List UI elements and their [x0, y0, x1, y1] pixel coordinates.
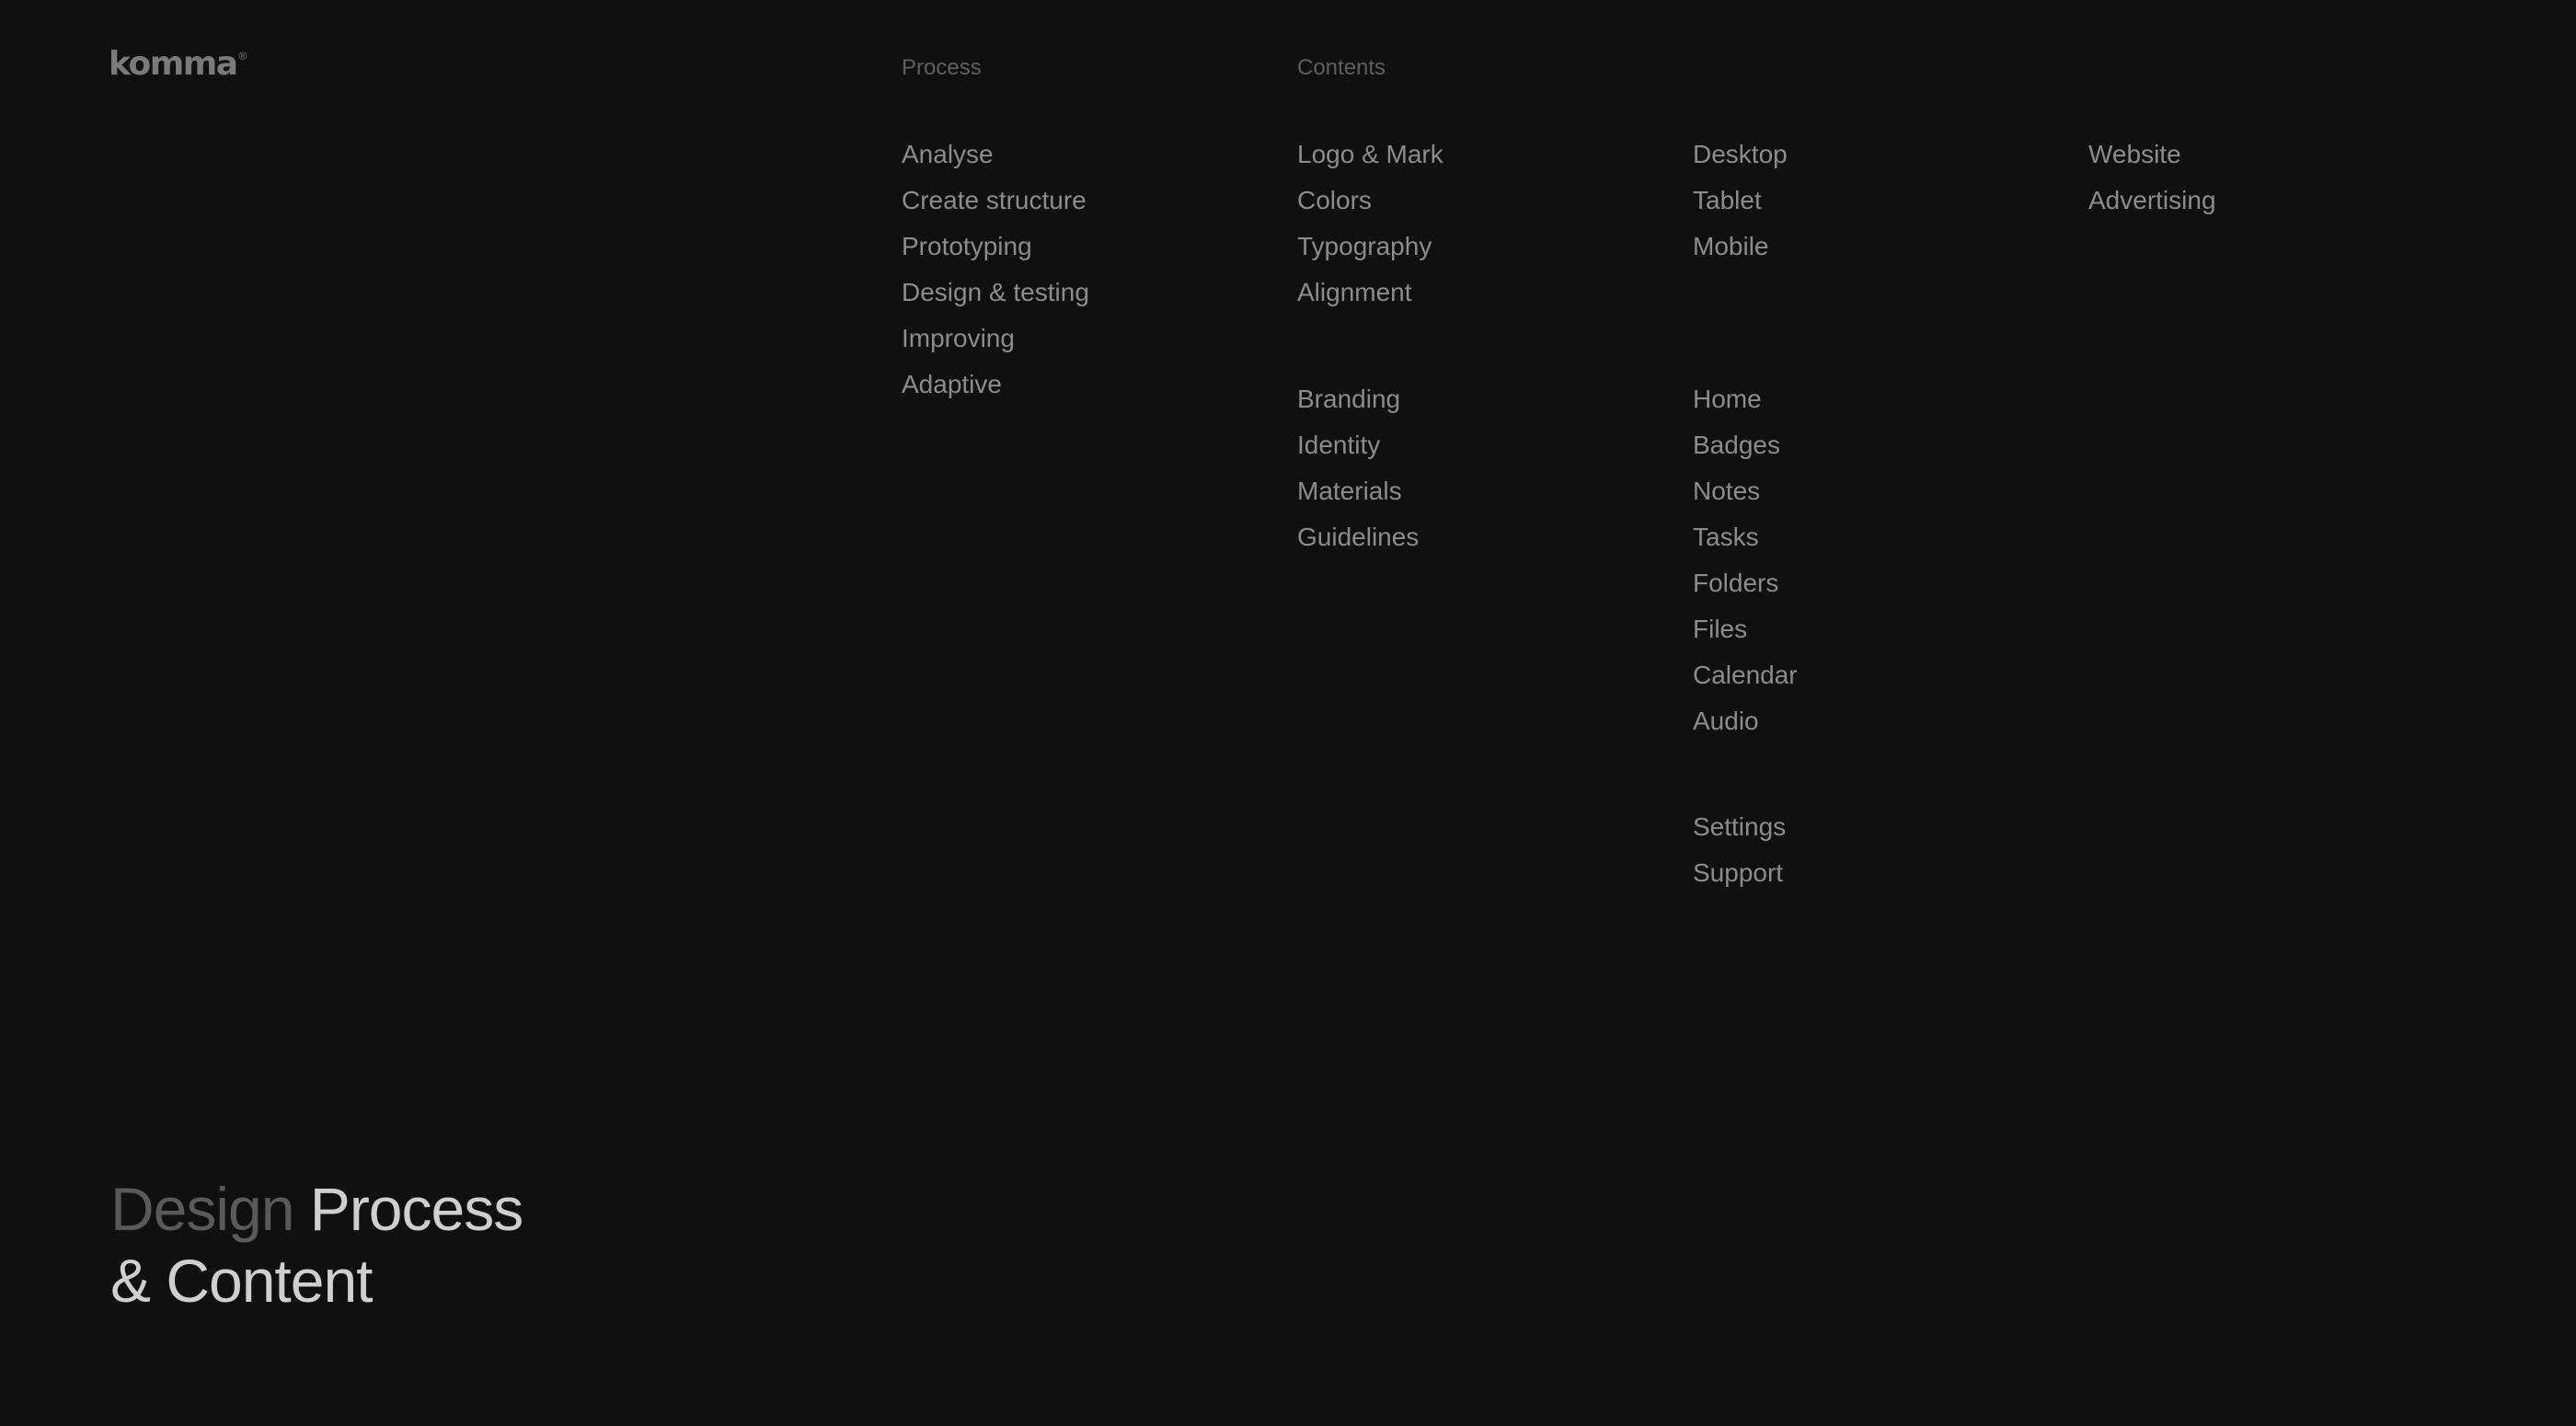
nav-link-desktop[interactable]: Desktop	[1693, 140, 1788, 168]
nav-link-audio[interactable]: Audio	[1693, 707, 1759, 735]
nav-link-tasks[interactable]: Tasks	[1693, 523, 1759, 551]
nav-link-branding[interactable]: Branding	[1297, 385, 1401, 413]
page-title	[110, 1173, 523, 1317]
nav-link-create-structure[interactable]: Create structure	[902, 186, 1087, 214]
logo-wordmark: komma	[109, 45, 237, 83]
process-list	[902, 132, 1089, 408]
nav-link-website[interactable]: Website	[2088, 140, 2181, 168]
nav-link-adaptive[interactable]: Adaptive	[902, 370, 1002, 398]
nav-link-settings[interactable]: Settings	[1693, 812, 1787, 841]
page-title-highlight-word: Process	[309, 1175, 523, 1243]
nav-link-logo-mark[interactable]: Logo & Mark	[1297, 140, 1443, 168]
nav-link-prototyping[interactable]: Prototyping	[902, 232, 1032, 260]
registered-mark-icon: ®	[238, 50, 247, 63]
identity-basics-list	[1297, 132, 1443, 316]
nav-link-guidelines[interactable]: Guidelines	[1297, 523, 1420, 551]
nav-link-folders[interactable]: Folders	[1693, 569, 1779, 597]
contents-heading: Contents	[1297, 55, 1386, 80]
nav-link-analyse[interactable]: Analyse	[902, 140, 994, 168]
nav-link-alignment[interactable]: Alignment	[1297, 278, 1412, 306]
screens-list	[1693, 376, 1798, 744]
process-heading: Process	[902, 55, 982, 80]
nav-link-typography[interactable]: Typography	[1297, 232, 1432, 260]
nav-link-identity[interactable]: Identity	[1297, 431, 1381, 459]
nav-link-improving[interactable]: Improving	[902, 324, 1015, 352]
nav-link-home[interactable]: Home	[1693, 385, 1762, 413]
channels-list	[2088, 132, 2216, 224]
branding-list	[1297, 376, 1419, 560]
devices-list	[1693, 132, 1788, 270]
page-title-muted-word: Design	[110, 1175, 294, 1243]
nav-link-files[interactable]: Files	[1693, 615, 1748, 643]
nav-link-notes[interactable]: Notes	[1693, 477, 1761, 505]
utility-list	[1693, 804, 1786, 896]
nav-link-calendar[interactable]: Calendar	[1693, 661, 1798, 689]
nav-link-badges[interactable]: Badges	[1693, 431, 1780, 459]
brand-logo[interactable]	[109, 45, 247, 83]
page-title-line-2: & Content	[110, 1247, 373, 1315]
nav-link-support[interactable]: Support	[1693, 858, 1784, 887]
nav-link-tablet[interactable]: Tablet	[1693, 186, 1762, 214]
nav-link-materials[interactable]: Materials	[1297, 477, 1402, 505]
nav-link-colors[interactable]: Colors	[1297, 186, 1372, 214]
page-title-line-1	[110, 1173, 523, 1245]
nav-link-mobile[interactable]: Mobile	[1693, 232, 1769, 260]
nav-link-advertising[interactable]: Advertising	[2088, 186, 2216, 214]
nav-link-design-testing[interactable]: Design & testing	[902, 278, 1089, 306]
